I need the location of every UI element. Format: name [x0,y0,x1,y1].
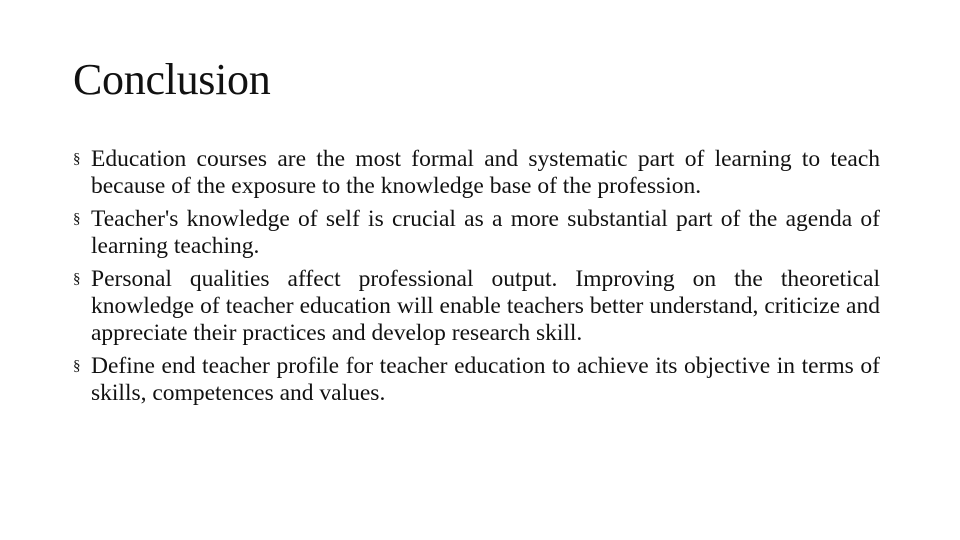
bullet-marker-icon: § [73,211,81,227]
bullet-marker-icon: § [73,358,81,374]
bullet-list [73,146,880,413]
bullet-marker-icon: § [73,151,81,167]
bullet-text: Education courses are the most formal and systematic part of learning to teach because of the exposure to the knowledge base of the profession. [91,146,880,199]
bullet-marker-icon: § [73,271,81,287]
bullet-item [73,146,880,200]
bullet-text: Teacher's knowledge of self is crucial as a more substantial part of the agenda of learning teaching. [91,206,880,259]
slide-title: Conclusion [73,55,271,104]
bullet-text: Personal qualities affect professional output. Improving on the theoretical knowledge of teacher education will enable teachers better understand, criticize and appreciate their practices and develop research skill. [91,266,880,346]
bullet-item [73,266,880,347]
bullet-item [73,353,880,407]
bullet-text: Define end teacher profile for teacher education to achieve its objective in terms of skills, competences and values. [91,353,880,406]
bullet-item [73,206,880,260]
